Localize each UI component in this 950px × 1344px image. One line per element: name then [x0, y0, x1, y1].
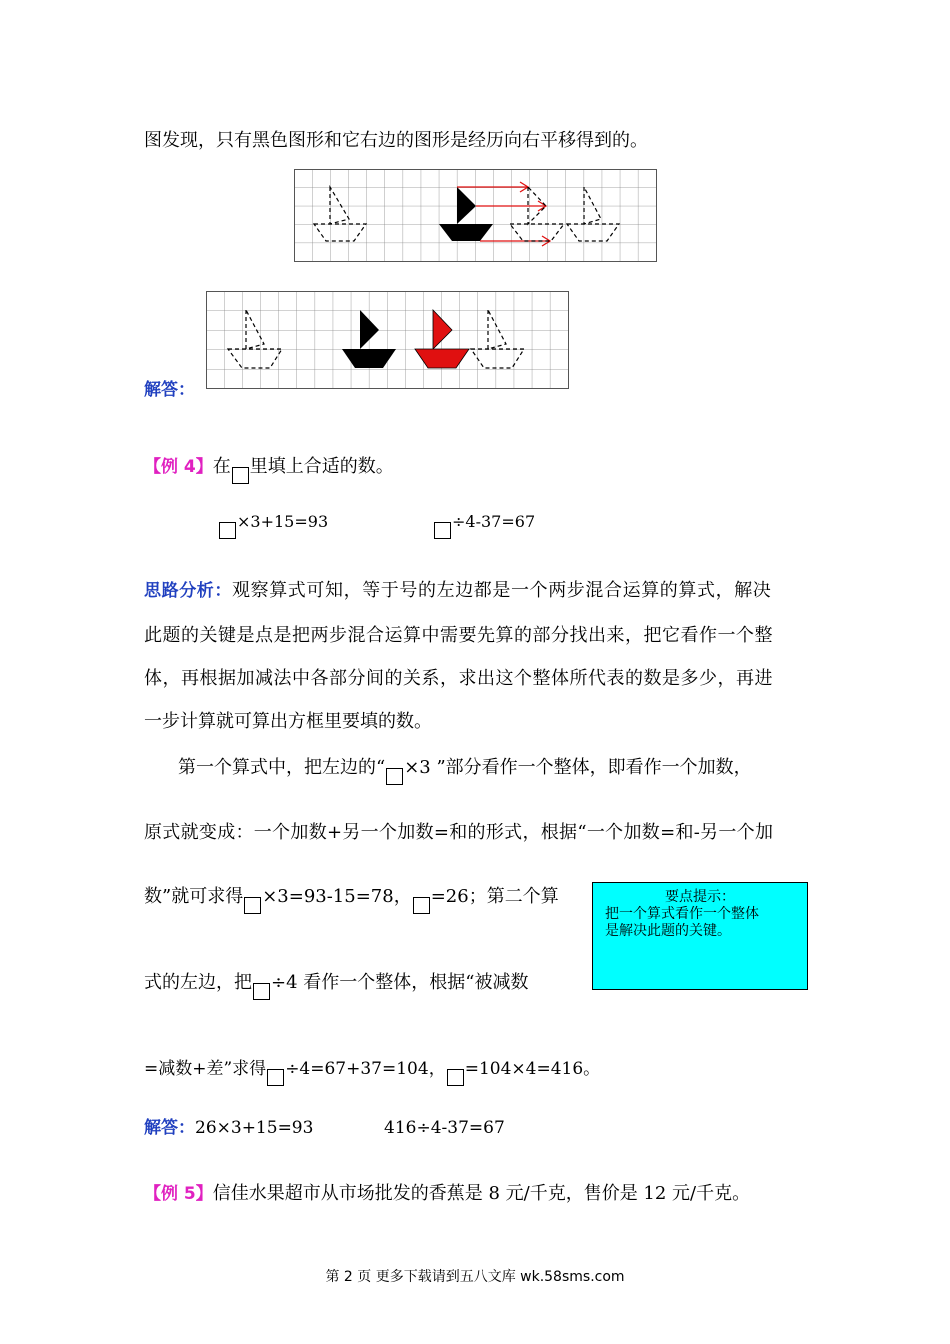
- example4-line: 【例 4】在 里填上合适的数。: [144, 454, 394, 480]
- example4-eq2: ÷4-37=67: [433, 509, 535, 535]
- blank-box: [253, 983, 270, 1000]
- analysis-label: 思路分析：: [144, 581, 232, 601]
- analysis-p4: 数”就可求得 ×3=93-15=78， =26；第二个算: [144, 884, 559, 910]
- analysis-p5: 式的左边，把 ÷4 看作一个整体，根据“被减数: [144, 970, 528, 996]
- grid-figure-translation: [294, 169, 657, 262]
- grid-figure-answer: [206, 291, 569, 389]
- blank-box: [413, 897, 430, 914]
- answer1-label: 解答：: [144, 380, 195, 400]
- tip-line2: 是解决此题的关键。: [605, 923, 731, 939]
- answer2-label: 解答：: [144, 1118, 195, 1138]
- analysis-line4: 一步计算就可算出方框里要填的数。: [144, 711, 432, 732]
- blank-box: [434, 522, 451, 539]
- blank-box: [219, 522, 236, 539]
- tip-title: 要点提示：: [665, 889, 735, 905]
- example4-tag: 【例 4】: [144, 457, 213, 477]
- example5-line: 【例 5】信佳水果超市从市场批发的香蕉是 8 元/千克，售价是 12 元/千克。: [144, 1183, 751, 1204]
- blank-box: [447, 1069, 464, 1086]
- analysis-p2: 第一个算式中，把左边的“ ×3 ”部分看作一个整体，即看作一个加数，: [178, 755, 752, 781]
- analysis-p3: 原式就变成：一个加数+另一个加数=和的形式，根据“一个加数=和-另一个加: [144, 822, 774, 843]
- intro-line: 图发现，只有黑色图形和它右边的图形是经历向右平移得到的。: [144, 130, 648, 151]
- example4-eq1: ×3+15=93: [218, 509, 328, 535]
- analysis-line1: 思路分析：观察算式可知，等于号的左边都是一个两步混合运算的算式，解决: [144, 580, 772, 601]
- analysis-line2: 此题的关键是点是把两步混合运算中需要先算的部分找出来，把它看作一个整: [144, 625, 773, 646]
- answer2-eq2: 416÷4-37=67: [384, 1118, 505, 1138]
- blank-box: [244, 897, 261, 914]
- answer2-line: 解答：26×3+15=93: [144, 1118, 314, 1138]
- example5-tag: 【例 5】: [144, 1184, 213, 1204]
- blank-box: [267, 1069, 284, 1086]
- analysis-p6: =减数+差”求得 ÷4=67+37=104， =104×4=416。: [144, 1056, 600, 1082]
- page-footer: 第 2 页 更多下载请到五八文库 wk.58sms.com: [325, 1269, 625, 1285]
- tip-line1: 把一个算式看作一个整体: [605, 906, 759, 922]
- blank-box: [232, 467, 249, 484]
- analysis-line3: 体，再根据加减法中各部分间的关系，求出这个整体所代表的数是多少，再进: [144, 668, 773, 689]
- tip-box: [592, 882, 808, 990]
- blank-box: [386, 768, 403, 785]
